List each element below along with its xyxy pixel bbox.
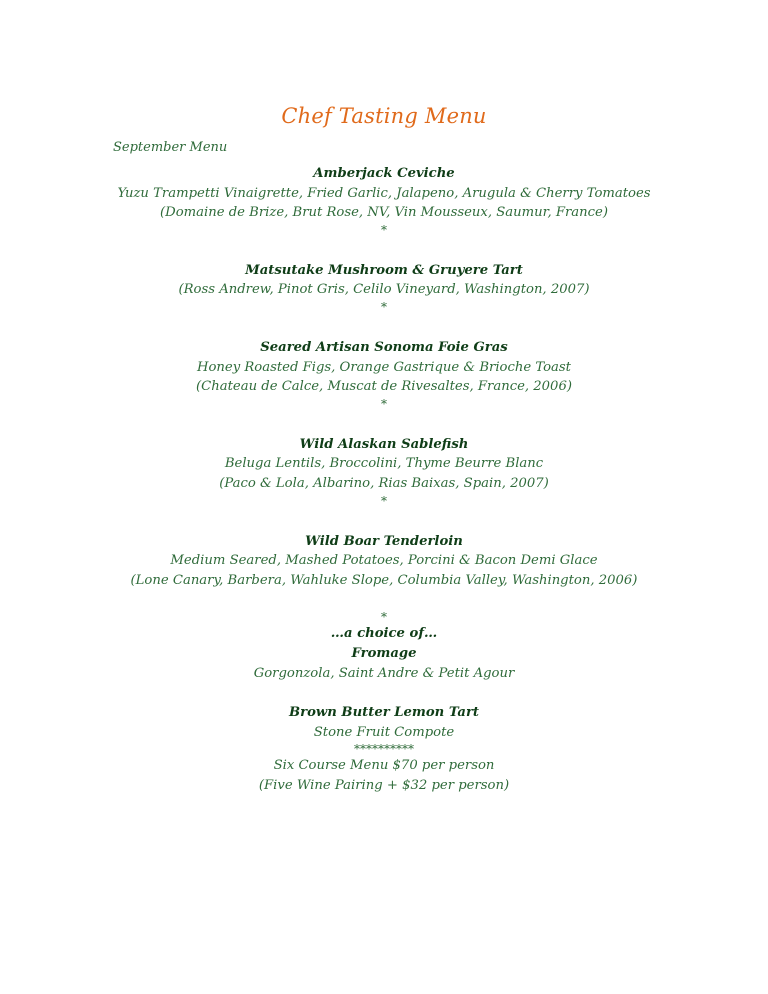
course-3-description: Honey Roasted Figs, Orange Gastrique & Brioche Toast <box>196 359 571 375</box>
dessert-1-description: Gorgonzola, Saint Andre & Petit Agour <box>253 665 515 681</box>
price-divider: ********** <box>354 742 414 757</box>
dessert-2-dish: Brown Butter Lemon Tart <box>289 705 479 721</box>
course-2-separator: * <box>381 299 387 314</box>
wine-pairing-price: (Five Wine Pairing + $32 per person) <box>258 777 510 793</box>
choice-label: …a choice of… <box>330 626 438 642</box>
course-2-dish: Matsutake Mushroom & Gruyere Tart <box>245 262 523 278</box>
dessert-1-dish: Fromage <box>351 645 417 661</box>
course-3-separator: * <box>381 396 387 411</box>
course-4-separator: * <box>381 493 387 508</box>
course-5-dish: Wild Boar Tenderloin <box>305 533 463 549</box>
course-1-description: Yuzu Trampetti Vinaigrette, Fried Garlic, Jalapeno, Arugula & Cherry Tomatoes <box>117 185 651 201</box>
course-2-wine: (Ross Andrew, Pinot Gris, Celilo Vineyard, Washington, 2007) <box>178 282 590 298</box>
course-5-wine: (Lone Canary, Barbera, Wahluke Slope, Columbia Valley, Washington, 2006) <box>130 572 638 588</box>
course-5-separator: * <box>381 610 387 625</box>
menu-body <box>0 164 768 795</box>
course-5-description: Medium Seared, Mashed Potatoes, Porcini & Bacon Demi Glace <box>170 553 598 569</box>
menu-price: Six Course Menu $70 per person <box>273 758 495 774</box>
course-1-separator: * <box>381 222 387 237</box>
course-4-wine: (Paco & Lola, Albarino, Rias Baixas, Spain, 2007) <box>219 475 549 491</box>
course-4-description: Beluga Lentils, Broccolini, Thyme Beurre Blanc <box>224 456 544 472</box>
course-3-wine: (Chateau de Calce, Muscat de Rivesaltes, France, 2006) <box>196 379 572 395</box>
page-title: Chef Tasting Menu <box>281 104 487 128</box>
course-1-dish: Amberjack Ceviche <box>313 166 455 181</box>
course-4-dish: Wild Alaskan Sablefish <box>299 436 469 452</box>
dessert-2-description: Stone Fruit Compote <box>313 724 455 740</box>
course-3-dish: Seared Artisan Sonoma Foie Gras <box>260 339 508 355</box>
menu-subtitle: September Menu <box>113 140 228 155</box>
course-1-wine: (Domaine de Brize, Brut Rose, NV, Vin Mousseux, Saumur, France) <box>159 205 609 221</box>
